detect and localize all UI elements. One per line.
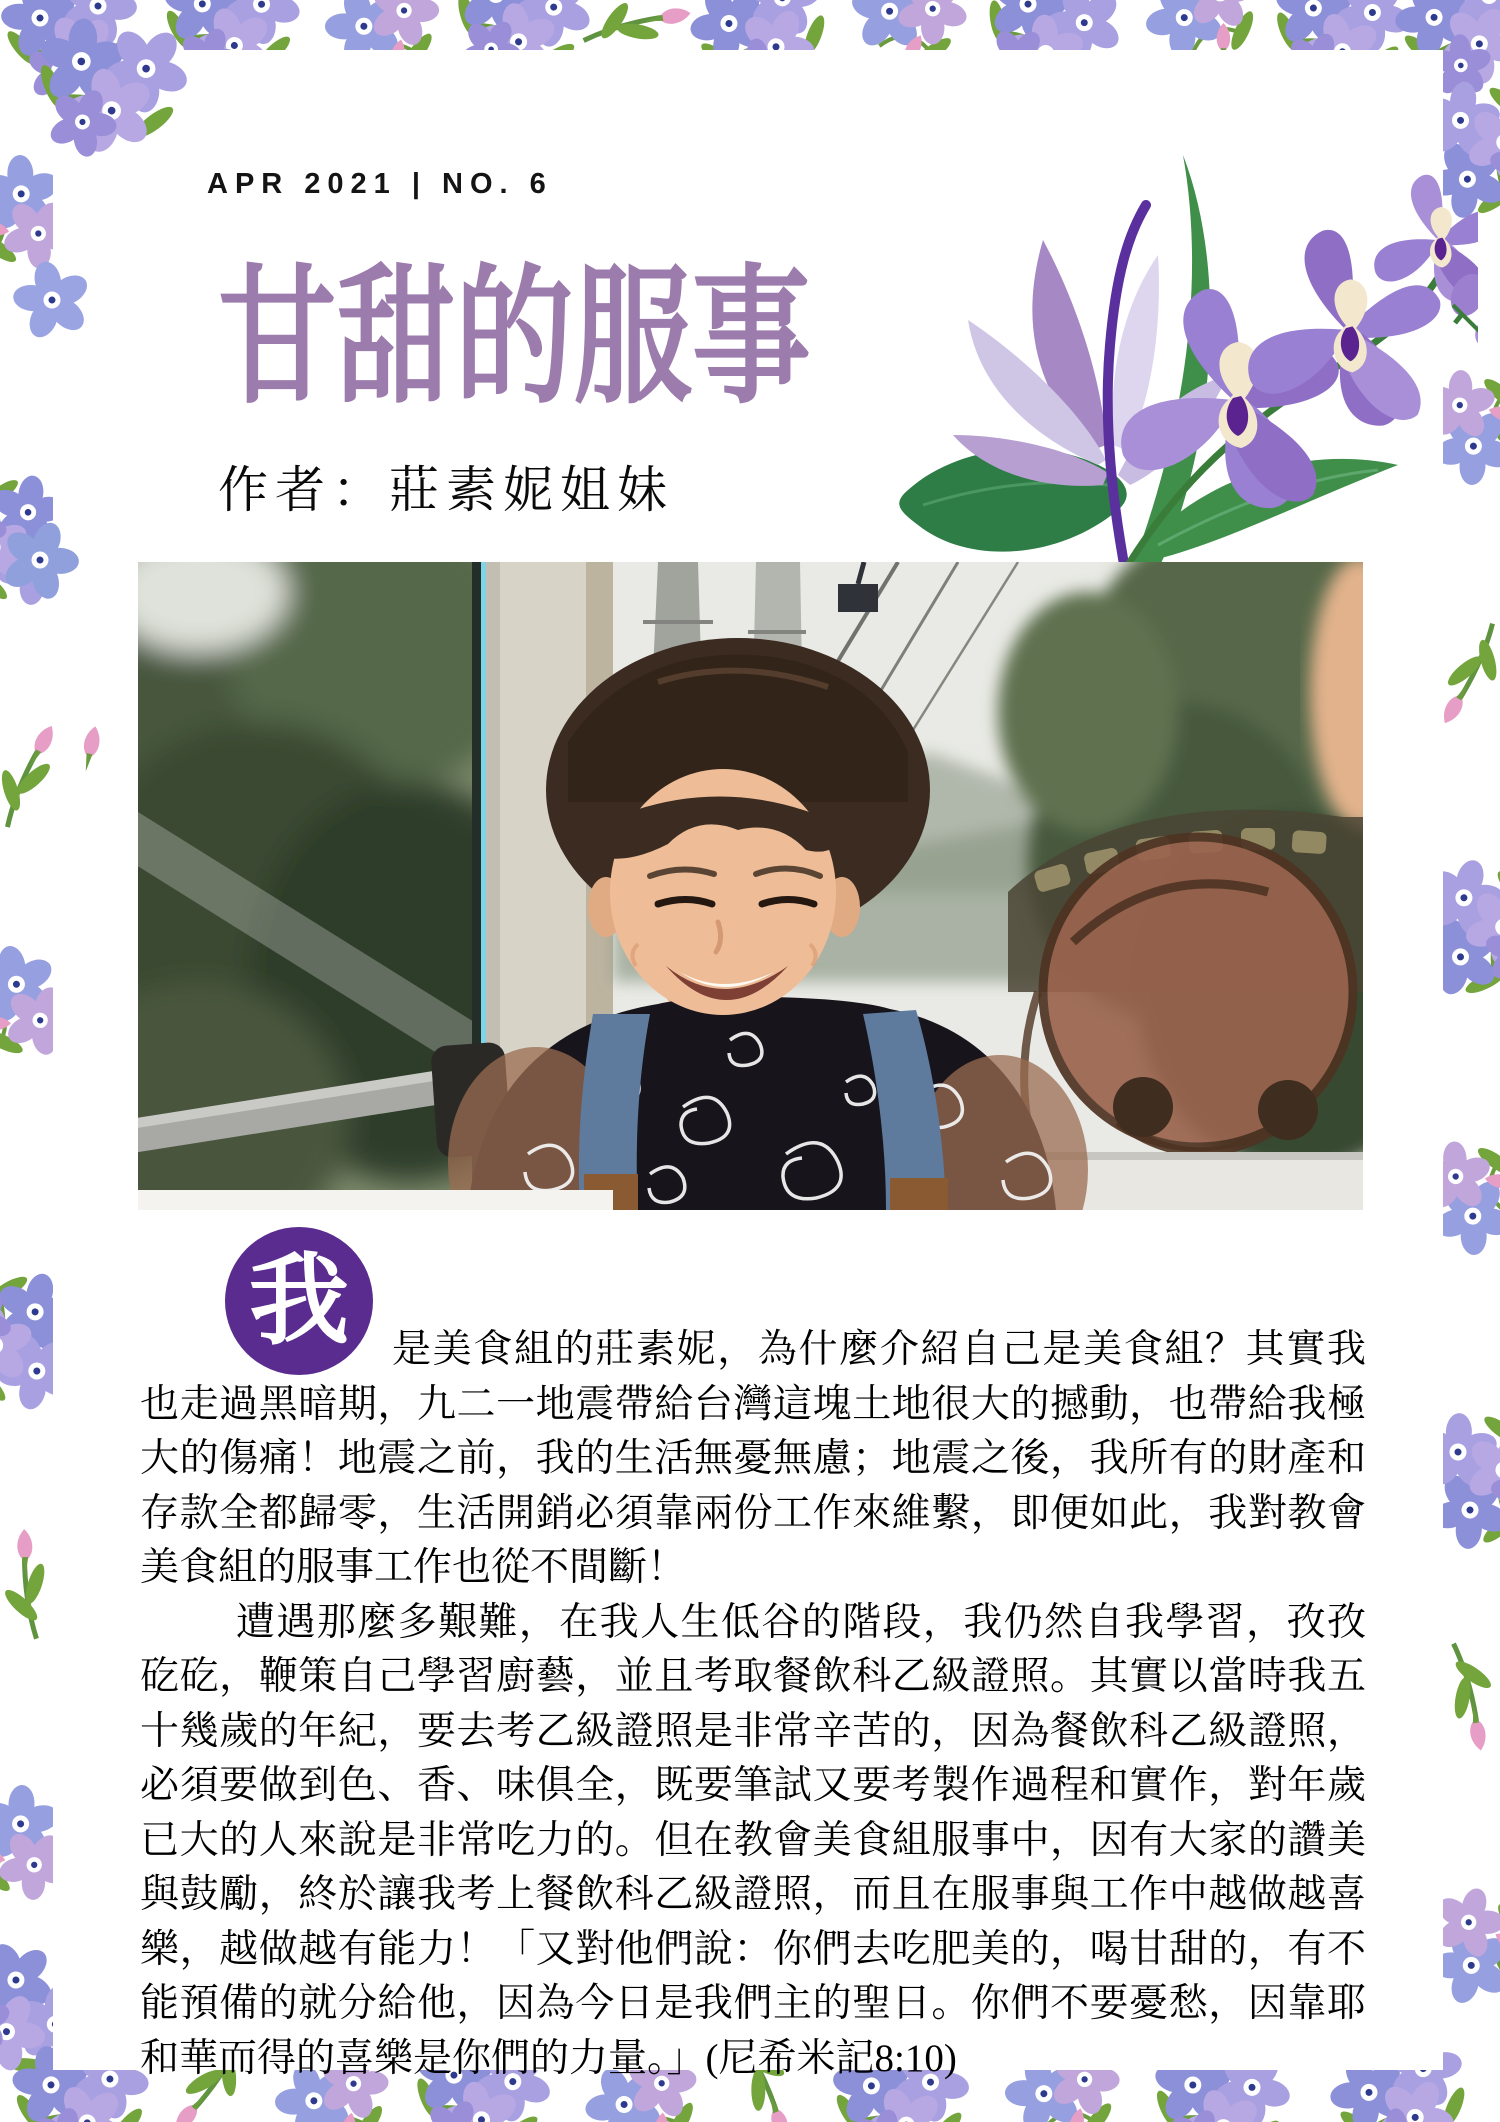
issue-line: APR 2021 | NO. 6	[207, 168, 553, 200]
article-body	[140, 1215, 1366, 2086]
orchid-illustration	[878, 145, 1478, 595]
content-card	[53, 50, 1443, 2080]
paragraph-2: 遭遇那麼多艱難，在我人生低谷的階段，我仍然自我學習，孜孜矻矻，鞭策自己學習廚藝，並且考取餐飲科乙級證照。其實以當時我五十幾歲的年紀，要去考乙級證照是非常辛苦的，因為餐飲科乙級證照，必須要做到色、香、味俱全，既要筆試又要考製作過程和實作，對年歲已大的人來說是非常吃力的。但在教會美食組服事中，因有大家的讚美與鼓勵，終於讓我考上餐飲科乙級證照，而且在服事與工作中越做越喜樂，越做越有能力！「又對他們說：你們去吃肥美的，喝甘甜的，有不能預備的就分給他，因為今日是我們主的聖日。你們不要憂愁，因靠耶和華而得的喜樂是你們的力量。」(尼希米記8:10)	[140, 1600, 1366, 2080]
cable-car-photo	[138, 562, 1363, 1210]
page-title: 甘甜的服事	[218, 253, 811, 421]
author-line: 作者：莊素妮姐妹	[218, 462, 674, 518]
drop-cap-circle	[225, 1227, 373, 1375]
paragraph-1: 是美食組的莊素妮，為什麼介紹自己是美食組？其實我也走過黑暗期，九二一地震帶給台灣這塊土地很大的撼動，也帶給我極大的傷痛！地震之前，我的生活無憂無慮；地震之後，我所有的財產和存款全都歸零，生活開銷必須靠兩份工作來維繫，即便如此，我對教會美食組的服事工作也從不間斷！	[140, 1328, 1366, 1589]
drop-cap-letter: 我	[249, 1245, 349, 1357]
